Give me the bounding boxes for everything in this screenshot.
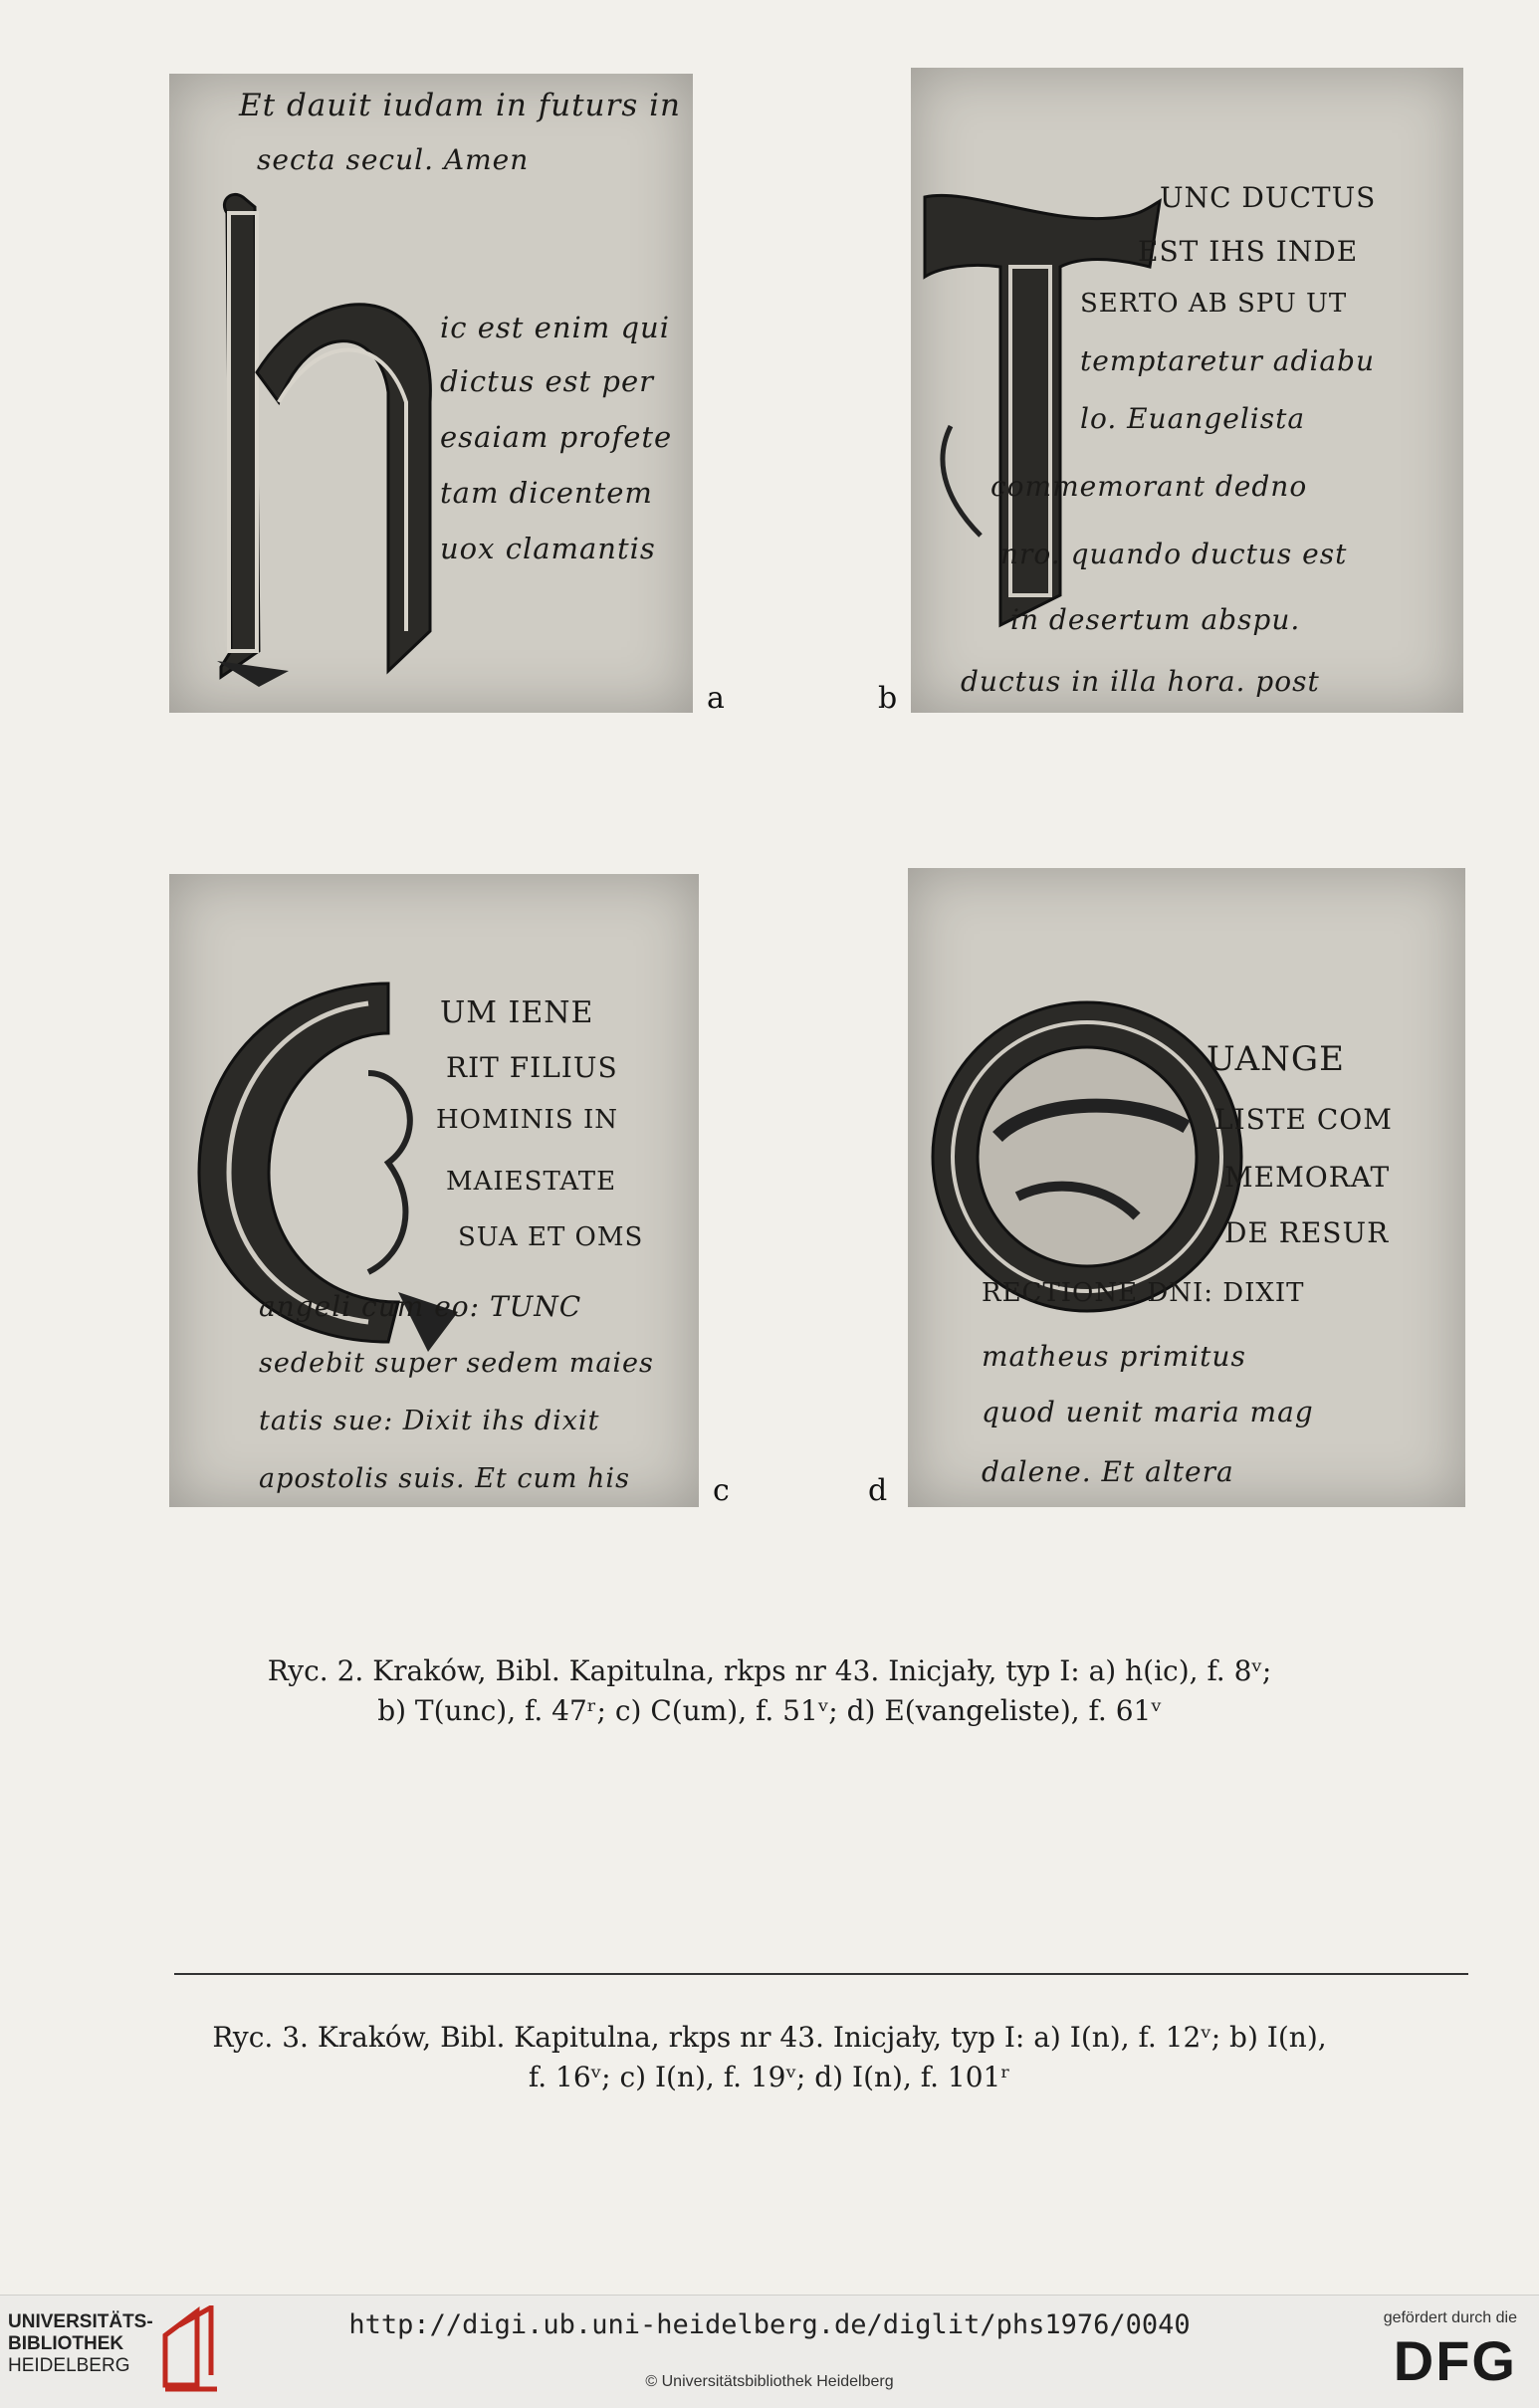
- permalink-url[interactable]: http://digi.ub.uni-heidelberg.de/diglit/phs1976/0040: [348, 2309, 1191, 2340]
- plate-a-line-1: Et dauit iudam in futurs in: [239, 88, 681, 123]
- library-name-line2: BIBLIOTHEK: [8, 2333, 124, 2354]
- plate-a-line-6: tam dicentem: [440, 476, 653, 510]
- plate-c-line-7: sedebit super sedem maies: [259, 1348, 654, 1379]
- plate-d-line-6: matheus primitus: [982, 1340, 1246, 1373]
- plate-b-line-2: EST IHS INDE: [1138, 235, 1359, 268]
- library-name-line1: UNIVERSITÄTS-: [8, 2311, 153, 2332]
- footer-bar: [0, 2295, 1539, 2408]
- plate-d-line-3: MEMORAT: [1224, 1161, 1391, 1194]
- plate-c-line-9: apostolis suis. Et cum his: [259, 1463, 630, 1494]
- funder-label: gefördert durch die: [1383, 2309, 1517, 2326]
- plate-b-line-1: UNC DUCTUS: [1160, 181, 1377, 214]
- plate-c-line-3: HOMINIS IN: [436, 1105, 618, 1135]
- caption-ryc3-line2: f. 16ᵛ; c) I(n), f. 19ᵛ; d) I(n), f. 101ʳ: [528, 2061, 1011, 2093]
- plate-c: [169, 874, 699, 1507]
- plate-a: [169, 74, 693, 713]
- plate-a-label: a: [707, 681, 725, 716]
- library-name-line3: HEIDELBERG: [8, 2355, 130, 2376]
- plate-a-line-5: esaiam profete: [440, 420, 673, 454]
- plate-a-line-4: dictus est per: [440, 364, 655, 398]
- plate-d-line-2: LISTE COM: [1214, 1103, 1393, 1136]
- dfg-logo: DFG: [1393, 2329, 1517, 2392]
- plate-d-line-1: UANGE: [1207, 1039, 1345, 1079]
- plate-c-line-8: tatis sue: Dixit ihs dixit: [259, 1406, 600, 1436]
- plate-d-line-5: RECTIONE DNI: DIXIT: [982, 1278, 1305, 1308]
- caption-ryc2-line1: Ryc. 2. Kraków, Bibl. Kapitulna, rkps nr 43. Inicjały, typ I: a) h(ic), f. 8ᵛ;: [267, 1654, 1272, 1687]
- plate-c-line-4: MAIESTATE: [446, 1167, 617, 1197]
- plate-a-line-2: secta secul. Amen: [257, 143, 530, 176]
- footnote-divider: [174, 1973, 1468, 1975]
- plate-c-line-2: RIT FILIUS: [446, 1051, 618, 1084]
- plate-d: [908, 868, 1465, 1507]
- plate-d-line-8: dalene. Et altera: [982, 1455, 1234, 1488]
- plate-a-line-7: uox clamantis: [440, 532, 656, 565]
- plate-c-label: c: [713, 1473, 730, 1508]
- plate-b-line-3: SERTO AB SPU UT: [1080, 289, 1348, 319]
- caption-ryc2-line2: b) T(unc), f. 47ʳ; c) C(um), f. 51ᵛ; d) E(vangeliste), f. 61ᵛ: [377, 1694, 1162, 1727]
- caption-ryc3-line1: Ryc. 3. Kraków, Bibl. Kapitulna, rkps nr 43. Inicjały, typ I: a) I(n), f. 12ᵛ; b) I(n),: [212, 2021, 1327, 2054]
- plate-b-line-7: nro. quando ductus est: [1000, 538, 1348, 570]
- plate-d-line-4: DE RESUR: [1224, 1216, 1390, 1249]
- plate-c-line-5: SUA ET OMS: [458, 1222, 644, 1252]
- plate-a-line-3: ic est enim qui: [440, 311, 670, 344]
- copyright-text: © Universitätsbibliothek Heidelberg: [645, 2373, 894, 2390]
- plate-b-line-9: ductus in illa hora. post: [961, 665, 1320, 698]
- plate-d-label: d: [868, 1473, 888, 1508]
- plate-b-line-6: commemorant dedno: [990, 470, 1308, 503]
- plate-b-label: b: [878, 681, 898, 716]
- plate-b-line-8: in desertum abspu.: [1010, 603, 1301, 636]
- plate-b-line-4: temptaretur adiabu: [1080, 344, 1375, 377]
- plate-d-line-7: quod uenit maria mag: [982, 1396, 1314, 1428]
- plate-b: [911, 68, 1463, 713]
- plate-c-line-6: angeli cum eo: TUNC: [259, 1290, 582, 1323]
- plate-c-line-1: UM IENE: [440, 995, 594, 1030]
- plate-b-line-5: lo. Euangelista: [1080, 402, 1306, 435]
